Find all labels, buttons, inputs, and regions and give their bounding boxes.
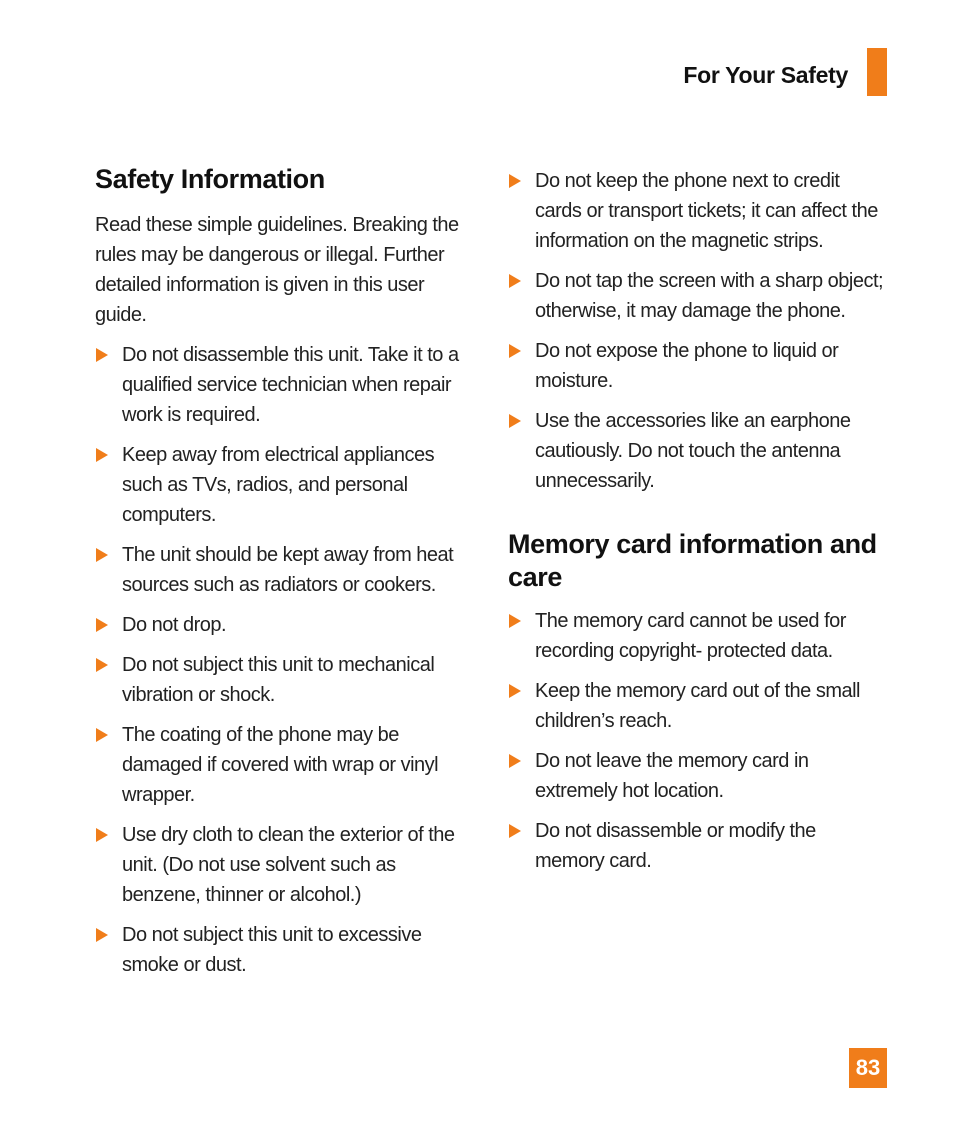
triangle-bullet-icon	[96, 618, 108, 632]
list-item	[95, 720, 475, 810]
list-item-text: Do not disassemble this unit. Take it to a qualified service technician when repair work is required.	[122, 344, 459, 426]
safety-heading: Safety Information	[95, 164, 325, 194]
list-item-text: Keep the memory card out of the small children’s reach.	[535, 680, 860, 732]
left-column	[95, 163, 475, 990]
list-item-text: Do not leave the memory card in extremely hot location.	[535, 750, 809, 802]
list-item-text: The memory card cannot be used for recording copyright- protected data.	[535, 610, 846, 662]
memory-list	[508, 606, 888, 876]
triangle-bullet-icon	[509, 754, 521, 768]
list-item-text: Do not drop.	[122, 614, 227, 636]
list-item-text: Do not tap the screen with a sharp object; otherwise, it may damage the phone.	[535, 270, 884, 322]
triangle-bullet-icon	[509, 824, 521, 838]
list-item	[95, 540, 475, 600]
safety-list	[95, 340, 475, 980]
triangle-bullet-icon	[96, 658, 108, 672]
list-item	[508, 406, 888, 496]
list-item	[508, 266, 888, 326]
list-item-text: Do not subject this unit to excessive smoke or dust.	[122, 924, 422, 976]
list-item	[508, 746, 888, 806]
list-item	[508, 676, 888, 736]
list-item	[508, 606, 888, 666]
triangle-bullet-icon	[96, 448, 108, 462]
triangle-bullet-icon	[96, 928, 108, 942]
list-item-text: Do not disassemble or modify the memory card.	[535, 820, 816, 872]
list-item	[95, 920, 475, 980]
list-item	[95, 610, 475, 640]
page-number: 83	[849, 1048, 887, 1088]
list-item	[95, 440, 475, 530]
list-item-text: Keep away from electrical appliances such as TVs, radios, and personal computers.	[122, 444, 435, 526]
list-item	[508, 816, 888, 876]
list-item	[95, 650, 475, 710]
header-title: For Your Safety	[683, 62, 848, 88]
triangle-bullet-icon	[509, 174, 521, 188]
triangle-bullet-icon	[96, 728, 108, 742]
list-item	[508, 336, 888, 396]
list-item	[508, 166, 888, 256]
triangle-bullet-icon	[509, 344, 521, 358]
triangle-bullet-icon	[509, 274, 521, 288]
list-item-text: Do not expose the phone to liquid or moisture.	[535, 340, 839, 392]
triangle-bullet-icon	[509, 614, 521, 628]
list-item-text: Do not subject this unit to mechanical vibration or shock.	[122, 654, 435, 706]
header-accent-tab	[867, 48, 887, 96]
list-item-text: Use the accessories like an earphone cautiously. Do not touch the antenna unnecessarily.	[535, 410, 851, 492]
list-item	[95, 820, 475, 910]
list-item-text: Use dry cloth to clean the exterior of the unit. (Do not use solvent such as benzene, thinner or alcohol.)	[122, 824, 455, 906]
right-column	[508, 166, 888, 886]
triangle-bullet-icon	[96, 348, 108, 362]
triangle-bullet-icon	[96, 548, 108, 562]
list-item	[95, 340, 475, 430]
safety-list-continued	[508, 166, 888, 496]
memory-heading: Memory card information and care	[508, 529, 877, 592]
triangle-bullet-icon	[509, 684, 521, 698]
list-item-text: The coating of the phone may be damaged if covered with wrap or vinyl wrapper.	[122, 724, 439, 806]
triangle-bullet-icon	[509, 414, 521, 428]
list-item-text: Do not keep the phone next to credit cards or transport tickets; it can affect the information on the magnetic strips.	[535, 170, 878, 252]
list-item-text: The unit should be kept away from heat sources such as radiators or cookers.	[122, 544, 454, 596]
safety-intro: Read these simple guidelines. Breaking the rules may be dangerous or illegal. Further detailed information is given in this user guide.	[95, 214, 459, 326]
triangle-bullet-icon	[96, 828, 108, 842]
